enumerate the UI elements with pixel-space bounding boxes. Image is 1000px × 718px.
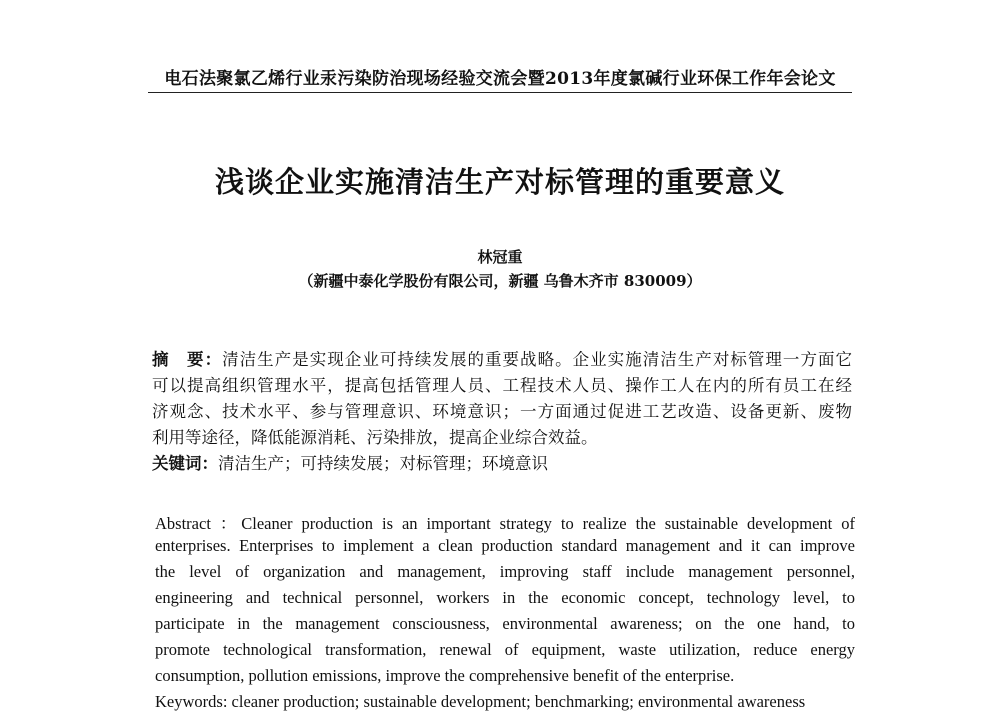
abstract-cn-line: 可以提高组织管理水平，提高包括管理人员、工程技术人员、操作工人在内的所有员工在经: [152, 376, 852, 395]
abstract-en-line: participate in the management consciousness, environmental awareness; on the one hand, to: [155, 614, 855, 633]
affiliation: （新疆中泰化学股份有限公司，新疆 乌鲁木齐市 830009）: [298, 272, 702, 290]
paper-title: 浅谈企业实施清洁生产对标管理的重要意义: [214, 165, 785, 199]
keywords-cn: [152, 450, 852, 474]
abstract-cn-text: 清洁生产是实现企业可持续发展的重要战略。企业实施清洁生产对标管理一方面它: [222, 350, 853, 369]
keywords-cn-text: 清洁生产；可持续发展；对标管理；环境意识: [218, 454, 548, 473]
keywords-cn-label: 关键词：: [152, 454, 218, 473]
author: 林冠重: [477, 248, 523, 266]
running-header: 电石法聚氯乙烯行业汞污染防治现场经验交流会暨2013年度氯碱行业环保工作年会论文: [164, 69, 836, 89]
abstract-cn-label: 摘 要：: [152, 350, 223, 369]
header-rule: [148, 92, 852, 93]
abstract-en-line: Abstract ：Cleaner production is an important strategy to realize the sustainable development of: [155, 514, 855, 533]
abstract-cn-line: 济观念、技术水平、参与管理意识、环境意识；一方面通过促进工艺改造、设备更新、废物: [152, 402, 852, 421]
abstract-en-line: enterprises. Enterprises to implement a clean production standard management and it can improve: [155, 536, 855, 555]
abstract-cn-line: 利用等途径，降低能源消耗、污染排放，提高企业综合效益。: [152, 428, 598, 447]
abstract-en-line: engineering and technical personnel, workers in the economic concept, technology level, to: [155, 588, 855, 607]
abstract-en-line: consumption, pollution emissions, improve the comprehensive benefit of the enterprise.: [155, 666, 735, 685]
abstract-en-line: promote technological transformation, renewal of equipment, waste utilization, reduce energy: [155, 640, 855, 659]
keywords-en: Keywords: cleaner production; sustainable development; benchmarking; environmental awareness: [155, 692, 806, 711]
abstract-en-line: the level of organization and management, improving staff include management personnel,: [155, 562, 855, 581]
abstract-cn-line: [152, 346, 852, 370]
